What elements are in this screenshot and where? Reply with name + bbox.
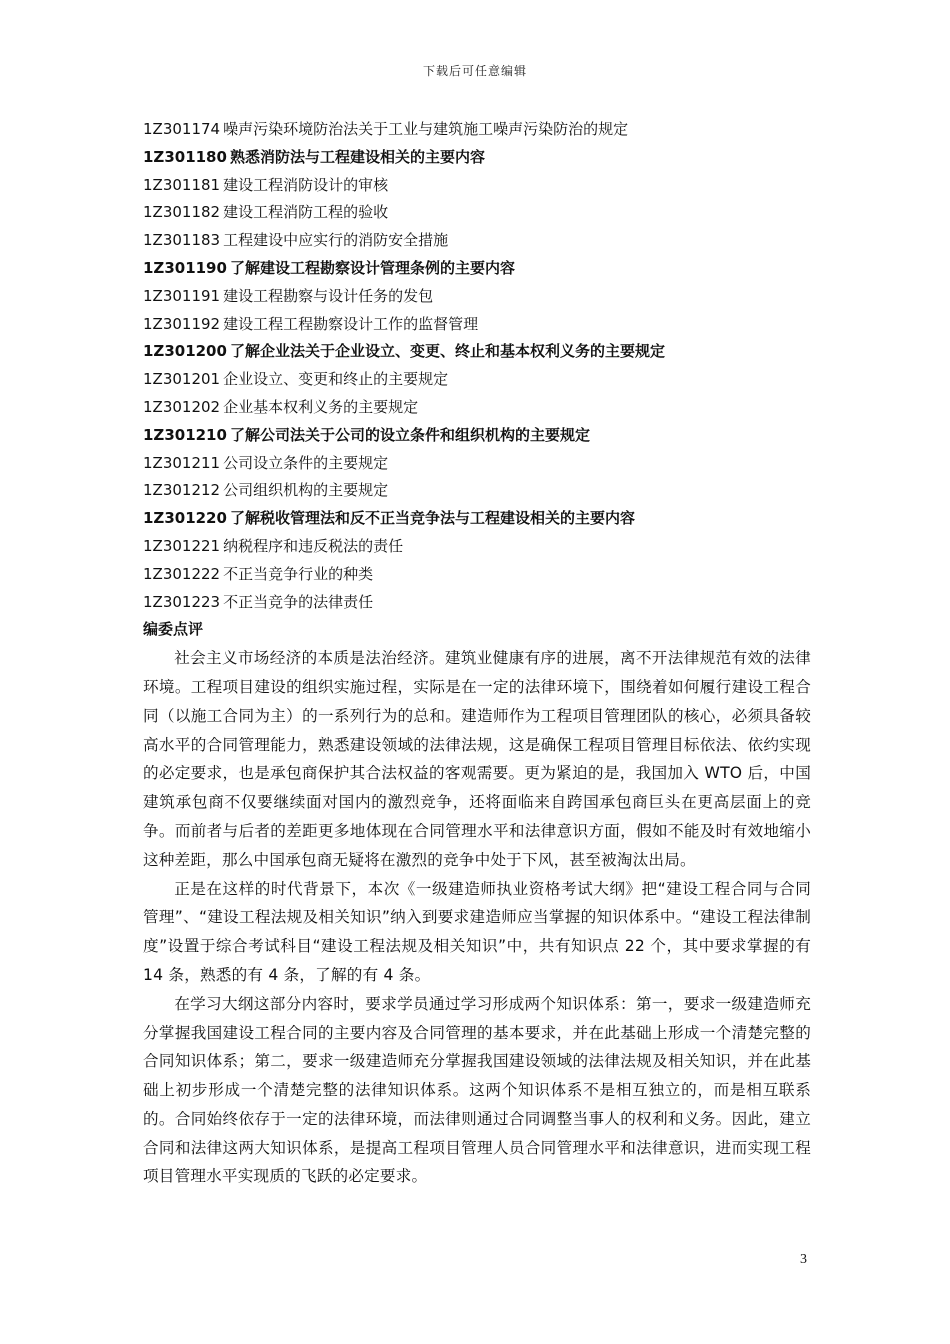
toc-title: 不正当竞争行业的种类 — [223, 564, 374, 583]
toc-item — [143, 477, 811, 505]
toc-code: 1Z301200 — [143, 342, 227, 361]
commentary-body — [143, 644, 811, 1191]
toc-title: 建设工程工程勘察设计工作的监督管理 — [223, 314, 479, 333]
toc-code: 1Z301211 — [143, 453, 221, 472]
toc-title: 了解税收管理法和反不正当竞争法与工程建设相关的主要内容 — [229, 509, 635, 528]
toc-item — [143, 394, 811, 422]
commentary-paragraph: 正是在这样的时代背景下，本次《一级建造师执业资格考试大纲》把“建设工程合同与合同管理”、“建设工程法规及相关知识”纳入到要求建造师应当掌握的知识体系中。“建设工程法律制度”设置于综合考试科目“建设工程法规及相关知识”中，共有知识点 22 个，其中要求掌握的有 14 条，熟悉的有 4 条，了解的有 4 条。 — [143, 879, 811, 984]
toc-code: 1Z301174 — [143, 120, 221, 138]
toc-title: 纳税程序和违反税法的责任 — [223, 536, 404, 555]
toc-code: 1Z301183 — [143, 231, 221, 250]
toc-code: 1Z301221 — [143, 536, 221, 555]
toc-title: 噪声污染环境防治法关于工业与建筑施工噪声污染防治的规定 — [223, 120, 629, 138]
toc-title: 建设工程勘察与设计任务的发包 — [223, 286, 434, 305]
toc-code: 1Z301190 — [143, 258, 227, 277]
toc-code: 1Z301223 — [143, 592, 221, 611]
toc-code: 1Z301182 — [143, 203, 221, 222]
toc-title: 不正当竞争的法律责任 — [223, 592, 374, 611]
toc-code: 1Z301181 — [143, 175, 221, 194]
commentary-paragraph: 在学习大纲这部分内容时，要求学员通过学习形成两个知识体系：第一，要求一级建造师充分掌握我国建设工程合同的主要内容及合同管理的基本要求，并在此基础上形成一个清楚完整的合同知识体系；第二，要求一级建造师充分掌握我国建设领域的法律法规及相关知识，并在此基础上初步形成一个清楚完整的法律知识体系。这两个知识体系不是相互独立的，而是相互联系的。合同始终依存于一定的法律环境，而法律则通过合同调整当事人的权利和义务。因此，建立合同和法律这两大知识体系，是提高工程项目管理人员合同管理水平和法律意识，进而实现工程项目管理水平实现质的飞跃的必定要求。 — [143, 994, 811, 1186]
toc-code: 1Z301180 — [143, 147, 227, 166]
page-header: 下载后可任意编辑 — [422, 64, 527, 78]
toc-title: 建设工程消防设计的审核 — [223, 175, 389, 194]
page-content — [143, 116, 811, 1191]
toc-title: 了解公司法关于公司的设立条件和组织机构的主要规定 — [229, 425, 590, 444]
toc-title: 建设工程消防工程的验收 — [223, 203, 389, 222]
toc-heading — [143, 144, 811, 172]
toc-item — [143, 172, 811, 200]
toc-item — [143, 199, 811, 227]
toc-title: 企业基本权利义务的主要规定 — [223, 397, 419, 416]
toc-title: 企业设立、变更和终止的主要规定 — [223, 370, 449, 389]
toc-item — [143, 311, 811, 339]
toc-item — [143, 450, 811, 478]
toc-heading — [143, 255, 811, 283]
toc-code: 1Z301202 — [143, 397, 221, 416]
toc-title: 了解企业法关于企业设立、变更、终止和基本权利义务的主要规定 — [229, 342, 665, 361]
toc-item — [143, 283, 811, 311]
toc-list — [143, 116, 811, 616]
toc-item — [143, 227, 811, 255]
toc-item — [143, 116, 811, 144]
toc-code: 1Z301191 — [143, 286, 221, 305]
toc-heading — [143, 505, 811, 533]
toc-title: 了解建设工程勘察设计管理条例的主要内容 — [229, 258, 515, 277]
toc-title: 公司组织机构的主要规定 — [223, 481, 389, 500]
toc-code: 1Z301201 — [143, 370, 221, 389]
toc-code: 1Z301210 — [143, 425, 227, 444]
commentary-paragraph: 社会主义市场经济的本质是法治经济。建筑业健康有序的进展，离不开法律规范有效的法律环境。工程项目建设的组织实施过程，实际是在一定的法律环境下，围绕着如何履行建设工程合同（以施工合同为主）的一系列行为的总和。建造师作为工程项目管理团队的核心，必须具备较高水平的合同管理能力，熟悉建设领域的法律法规，这是确保工程项目管理目标依法、依约实现的必定要求，也是承包商保护其合法权益的客观需要。更为紧迫的是，我国加入 WTO 后，中国建筑承包商不仅要继续面对国内的激烈竞争，还将面临来自跨国承包商巨头在更高层面上的竞争。而前者与后者的差距更多地体现在合同管理水平和法律意识方面，假如不能及时有效地缩小这种差距，那么中国承包商无疑将在激烈的竞争中处于下风，甚至被淘汰出局。 — [143, 649, 811, 869]
toc-heading — [143, 338, 811, 366]
toc-code: 1Z301220 — [143, 509, 227, 528]
toc-title: 工程建设中应实行的消防安全措施 — [223, 231, 449, 250]
toc-item — [143, 533, 811, 561]
section-title: 编委点评 — [143, 620, 204, 639]
toc-title: 熟悉消防法与工程建设相关的主要内容 — [229, 147, 485, 166]
toc-code: 1Z301192 — [143, 314, 221, 333]
toc-item — [143, 366, 811, 394]
toc-heading — [143, 422, 811, 450]
page-number: 3 — [800, 1252, 807, 1267]
toc-item — [143, 589, 811, 617]
toc-item — [143, 561, 811, 589]
toc-code: 1Z301212 — [143, 481, 221, 500]
toc-title: 公司设立条件的主要规定 — [223, 453, 389, 472]
toc-code: 1Z301222 — [143, 564, 221, 583]
